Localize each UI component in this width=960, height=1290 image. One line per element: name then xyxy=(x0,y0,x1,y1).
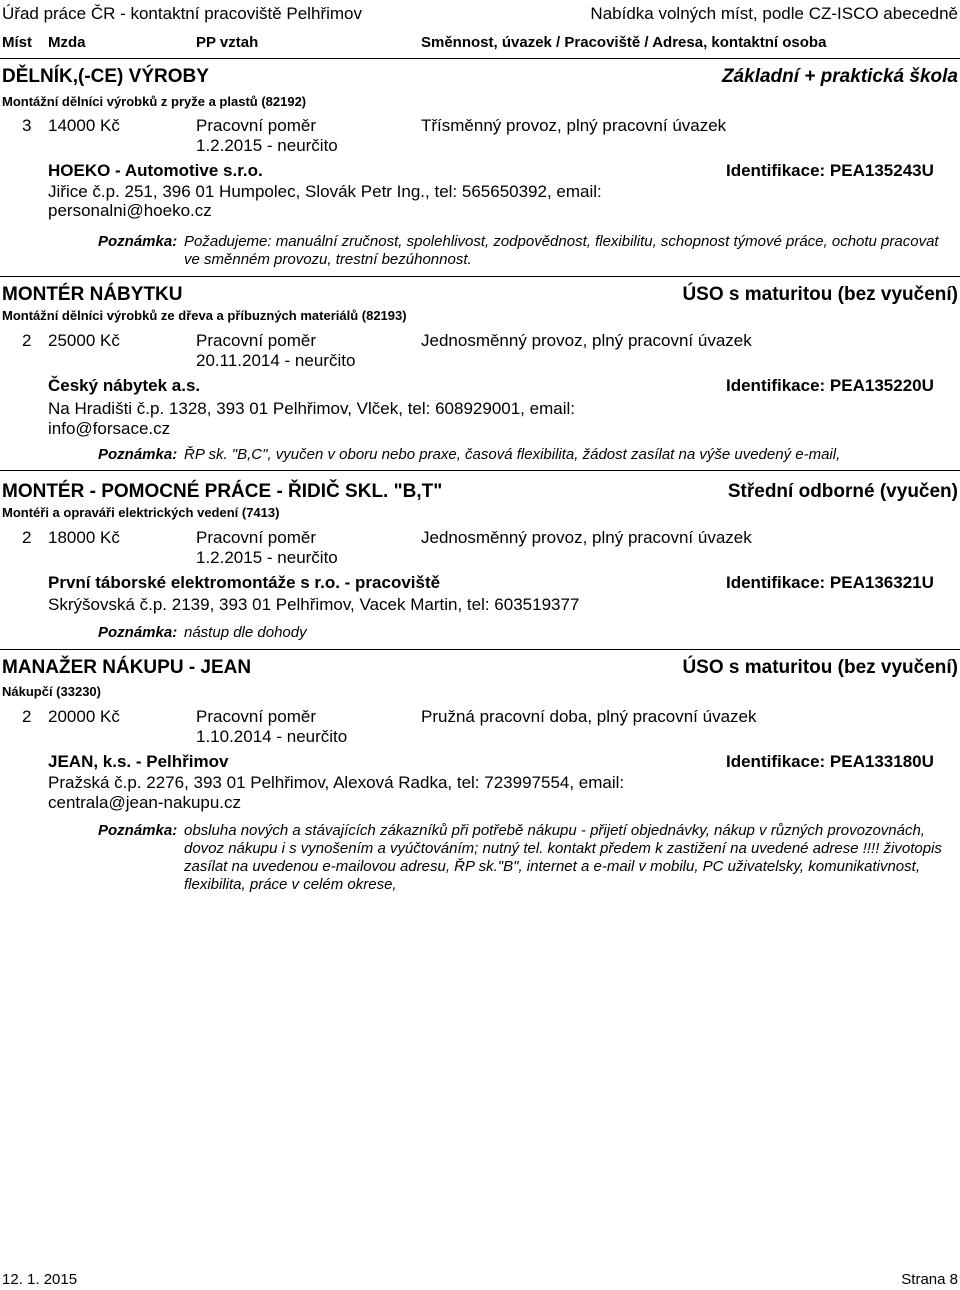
job-title: MONTÉR - POMOCNÉ PRÁCE - ŘIDIČ SKL. "B,T" xyxy=(2,481,443,502)
identification-code: Identifikace: PEA136321U xyxy=(726,573,934,592)
shift-type: Jednosměnný provoz, plný pracovní úvazek xyxy=(421,528,752,547)
employer-email: centrala@jean-nakupu.cz xyxy=(48,793,242,812)
employer-address: Pražská č.p. 2276, 393 01 Pelhřimov, Alexová Radka, tel: 723997554, email: xyxy=(48,773,625,792)
employment-type: Pracovní poměr xyxy=(196,528,316,547)
wage: 14000 Kč xyxy=(48,116,120,135)
office-title: Úřad práce ČR - kontaktní pracoviště Pelhřimov xyxy=(2,4,362,23)
identification-code: Identifikace: PEA133180U xyxy=(726,752,934,771)
employment-dates: 20.11.2014 - neurčito xyxy=(196,351,356,370)
job-category: Montážní dělníci výrobků ze dřeva a příbuzných materiálů (82193) xyxy=(2,308,407,323)
employer-address: Jiřice č.p. 251, 396 01 Humpolec, Slovák Petr Ing., tel: 565650392, email: xyxy=(48,182,602,201)
vacancy-count: 2 xyxy=(22,528,32,547)
vacancy-count: 2 xyxy=(22,707,32,726)
employer-name: HOEKO - Automotive s.r.o. xyxy=(48,161,263,180)
print-date: 12. 1. 2015 xyxy=(2,1271,78,1288)
note-text: ŘP sk. "B,C", vyučen v oboru nebo praxe, časová flexibilita, žádost zasílat na výše uvedený e-mail, xyxy=(184,446,841,463)
column-header-mzda: Mzda xyxy=(48,34,86,51)
column-header-pp: PP vztah xyxy=(196,34,259,51)
column-header-mist: Míst xyxy=(2,34,32,51)
header-divider xyxy=(0,58,960,59)
wage: 20000 Kč xyxy=(48,707,120,726)
job-title: DĚLNÍK,(-CE) VÝROBY xyxy=(2,66,209,87)
employer-name: JEAN, k.s. - Pelhřimov xyxy=(48,752,229,771)
shift-type: Pružná pracovní doba, plný pracovní úvazek xyxy=(421,707,757,726)
education-level: ÚSO s maturitou (bez vyučení) xyxy=(682,657,958,678)
employer-address: Skrýšovská č.p. 2139, 393 01 Pelhřimov, Vacek Martin, tel: 603519377 xyxy=(48,595,580,614)
list-title: Nabídka volných míst, podle CZ-ISCO abecedně xyxy=(590,4,958,23)
note-text: Požadujeme: manuální zručnost, spolehlivost, zodpovědnost, flexibilitu, schopnost týmové práce, ochotu pracovat ve směnném provozu, trestní bezúhonnost. xyxy=(184,233,939,268)
note-label: Poznámka: xyxy=(98,446,178,463)
job-title: MANAŽER NÁKUPU - JEAN xyxy=(2,657,252,678)
education-level: Základní + praktická škola xyxy=(721,66,958,87)
employment-type: Pracovní poměr xyxy=(196,707,316,726)
employment-type: Pracovní poměr xyxy=(196,331,316,350)
note-label: Poznámka: xyxy=(98,624,178,641)
wage: 25000 Kč xyxy=(48,331,120,350)
job-divider xyxy=(0,276,960,277)
column-header-smennost: Směnnost, úvazek / Pracoviště / Adresa, kontaktní osoba xyxy=(421,34,827,51)
job-title: MONTÉR NÁBYTKU xyxy=(2,284,183,305)
employer-name: Český nábytek a.s. xyxy=(48,376,201,395)
employment-dates: 1.10.2014 - neurčito xyxy=(196,727,348,746)
note-text: obsluha nových a stávajících zákazníků při potřebě nákupu - přijetí objednávky, nákup v různých provozovnách, dovoz nákupu i s vynošením a vyúčtováním; nutný tel. kontakt předem k zastižení na uvedené adrese !!!! životopis zasílat na uvedenou e-mailovou adresu, ŘP sk."B", internet a e-mail v mobilu, PC uživatelsky, komunikativnost, flexibilita, práce v celém okrese, xyxy=(184,822,942,893)
employer-address: Na Hradišti č.p. 1328, 393 01 Pelhřimov, Vlček, tel: 608929001, email: xyxy=(48,399,575,418)
note-label: Poznámka: xyxy=(98,822,178,839)
education-level: Střední odborné (vyučen) xyxy=(727,481,958,502)
job-category: Nákupčí (33230) xyxy=(2,684,101,699)
page-number: Strana 8 xyxy=(901,1271,958,1288)
note-text: nástup dle dohody xyxy=(184,624,307,641)
job-divider xyxy=(0,470,960,471)
job-category: Montéři a opraváři elektrických vedení (7413) xyxy=(2,505,280,520)
employment-type: Pracovní poměr xyxy=(196,116,316,135)
employment-dates: 1.2.2015 - neurčito xyxy=(196,136,338,155)
job-category: Montážní dělníci výrobků z pryže a plastů (82192) xyxy=(2,94,307,109)
note-label: Poznámka: xyxy=(98,233,178,250)
employer-email: info@forsace.cz xyxy=(48,419,171,438)
employer-email: personalni@hoeko.cz xyxy=(48,201,212,220)
identification-code: Identifikace: PEA135243U xyxy=(726,161,934,180)
job-divider xyxy=(0,649,960,650)
employer-name: První táborské elektromontáže s r.o. - pracoviště xyxy=(48,573,441,592)
identification-code: Identifikace: PEA135220U xyxy=(726,376,934,395)
shift-type: Jednosměnný provoz, plný pracovní úvazek xyxy=(421,331,752,350)
employment-dates: 1.2.2015 - neurčito xyxy=(196,548,338,567)
wage: 18000 Kč xyxy=(48,528,120,547)
vacancy-count: 3 xyxy=(22,116,32,135)
vacancy-count: 2 xyxy=(22,331,32,350)
shift-type: Třísměnný provoz, plný pracovní úvazek xyxy=(421,116,727,135)
education-level: ÚSO s maturitou (bez vyučení) xyxy=(682,284,958,305)
